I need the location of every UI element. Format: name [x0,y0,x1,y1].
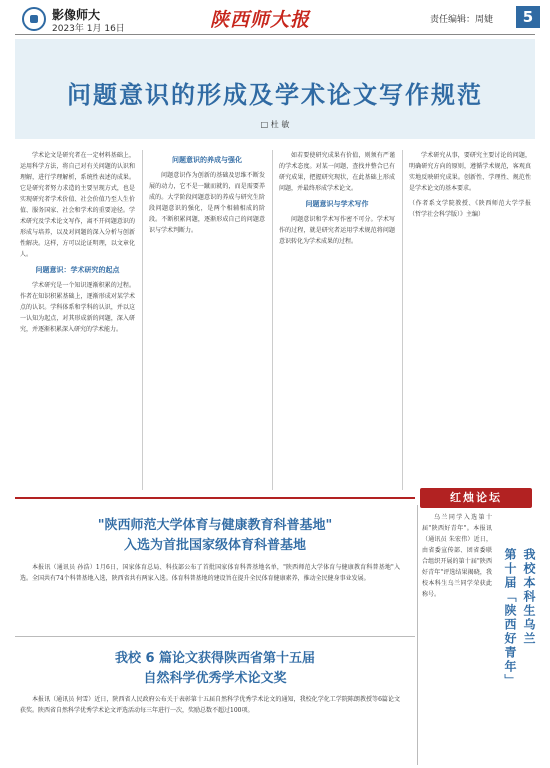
story3-title-line2: 自然科学优秀学术论文奖 [143,671,287,686]
story2-body [20,562,400,584]
column-ribbon: 红烛论坛 [420,488,532,508]
feature-paragraph: 问题意识作为创新的基础及思维不断发展的动力，它不是一蹴而就的，而是需要养成的。大学阶段问题意识的养成与研究生阶段问题意识的强化，是两个相辅相成的阶段。不断积累问题，逐渐形成自己的问题意识与学术判断力。 [149,172,265,234]
story3-title-line1: 我校 6 篇论文获得陕西省第十五届 [114,651,316,666]
story3-title [40,649,390,689]
story3-body [20,694,400,716]
author-note: （作者系文学院教授、《陕西师范大学学报（哲学社会科学版）》主编） [409,200,531,218]
feature-subheading: 问题意识：学术研究的起点 [35,266,120,274]
story2-title-line1: "陕西师范大学体育与健康教育科普基地" [97,518,333,533]
vertical-title-line1: 我校本科生乌兰 [522,548,536,646]
paper-title: 陕西师大报 [210,9,311,31]
side-story-paragraph: 乌兰同学入选第十届"陕西好青年"。本报讯（通讯员 朱宏伟）近日，由省委宣传部、团省委联合组织开展的第十届"陕西好青年"评选结果揭晓，我校本科生乌兰同学荣获此称号。 [422,514,492,598]
masthead-section-name: 影像师大 [52,8,101,22]
feature-paragraph: 问题意识和学术写作密不可分。学术写作的过程，就是研究者运用学术规范将问题意识转化为学术成果的过程。 [279,216,395,245]
feature-paragraph: 学术研究从事，要研究主要讨论的问题，明确研究方向的原则，遵循学术规范，客观真实地反映研究成果。创新性、学理性、规范性是学术论文的基本要求。 [409,152,531,192]
story2-title [40,516,390,556]
feature-subheading: 问题意识的养成与强化 [172,156,242,164]
feature-paragraph: 学术研究是一个知识逐渐积累的过程。作者在知识积累基础上，逐渐形成对某学术点的认识。学科体系和学科的认识，并以这一认知为起点，对其形成新的问题，深入研究，并逐渐积累深入研究的学术能力。 [20,282,135,333]
column-divider [142,150,143,490]
side-story-body [422,512,492,600]
story-vertical-title [500,548,538,688]
feature-paragraph: 学术论文是研究者在一定材料基础上，运用科学方法，将自己对有关问题的认识和理解，进行学理解析，系统性表述的成果。它是研究者努力求造的主要呈现方式，也是实现研究者学术价值、社会价值乃至人生价值、服务国家、社会和学术的重要途径。学术研究及学术论文写作，离不开问题意识的形成与培养，以及对问题的深入分析与创新性解决。这样，方可以论证明理，以文章化人。 [20,152,135,258]
feature-paragraph: 如若要使研究成果有价值，则须有严谨的学术态度。对某一问题，查找并整合已有研究成果，把握研究现状，在此基础上形成问题，并最终形成学术论文。 [279,152,395,192]
feature-column-4 [409,150,531,220]
feature-column-1 [20,150,135,335]
story2-paragraph: 本报讯（通讯员 孙浩）1月6日，国家体育总局、科技部公布了首批国家体育科普基地名单，"陕西师范大学体育与健康教育科普基地"入选。全国共有74个科普基地入选，陕西省共有两家入选。体育科普基地的建设旨在提升全民体育健康素养，推动全民健身事业发展。 [20,564,400,582]
feature-byline: □ 杜 敏 [260,120,290,129]
feature-subheading: 问题意识与学术写作 [305,200,369,208]
masthead [0,0,550,34]
editor-credit: 责任编辑：周婕 [430,15,494,25]
feature-headline: 问题意识的形成及学术论文写作规范 [67,81,483,109]
story-divider [15,636,415,637]
page-number: 5 [516,6,540,28]
masthead-date: 2023年 1月 16日 [52,24,125,34]
feature-column-2 [149,150,265,236]
column-divider [417,505,418,765]
vertical-title-line2: 第十届「陕西好青年」 [503,548,517,688]
column-divider [272,150,273,490]
headline-band [15,39,535,139]
feature-column-3 [279,150,395,247]
section-divider [15,497,415,499]
story3-paragraph: 本报讯（通讯员 何雪）近日，陕西省人民政府公布关于表彰第十五届自然科学优秀学术论文的通知，我校化学化工学院陈朗教授等6篇论文获奖。陕西省自然科学优秀学术论文评选活动每三年进行一次，奖励总数不超过100项。 [20,696,400,714]
header-divider [15,34,535,35]
story2-title-line2: 入选为首批国家级体育科普基地 [123,538,306,553]
column-divider [402,150,403,490]
school-logo-icon [22,7,46,31]
